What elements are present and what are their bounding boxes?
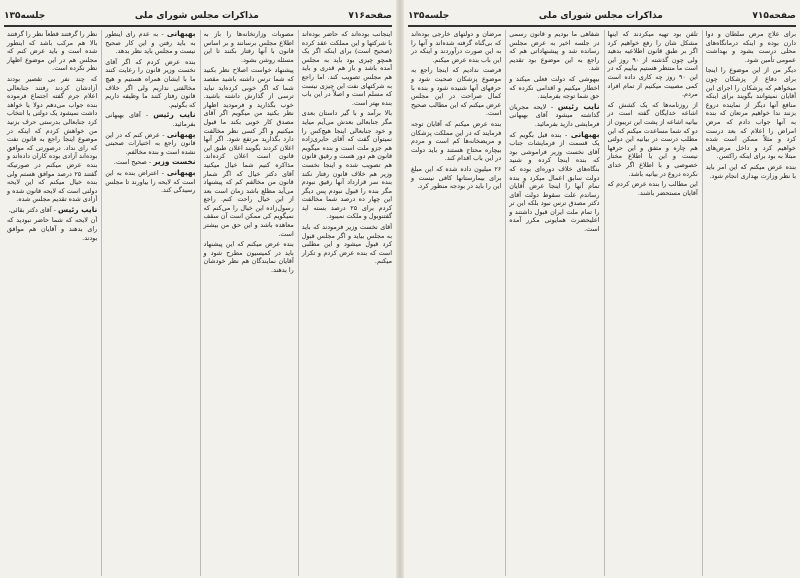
paragraph-text: - صحیح است. (113, 158, 152, 167)
paragraph-text: بنده عرض میکنم که این پیشنهاد باید در کمیسیون مطرح شود و آقایان نمایندگان هم نظر خودشان را بدهند. (203, 240, 294, 275)
paragraph (706, 66, 796, 161)
paragraph (509, 75, 599, 101)
session-number: جلسه۱۳۵ (4, 11, 46, 21)
paragraph (105, 169, 195, 195)
paragraph (105, 131, 195, 157)
paragraph (7, 216, 97, 242)
text-column (298, 30, 392, 576)
paragraph-text: بنده عرض میکنم که این امر باید با نظر وزارت بهداری انجام شود. (705, 162, 796, 180)
publication-title: مذاکرات مجلس شورای ملی (134, 11, 259, 21)
paragraph (204, 30, 294, 64)
header-rule (4, 25, 392, 27)
left-page (0, 0, 396, 578)
paragraph (608, 101, 698, 178)
paragraph-text: فرصت ندادیم که اینجا راجع به موضوع پزشکان صحبت شود و حرفهای آنها شنیده شود و بنده با کمال صراحت در این مجلس عرض میکنم که این مطالب صحیح است. (411, 66, 502, 118)
paragraph-text: شفاهی ما بودیم و قانون رسمی در جلسه اخیر به عرض مجلس رسانده شد و پیشنهاداتی هم که راجع به این موضوع بود تقدیم شد. (509, 30, 600, 73)
speaker-name: نایب رئیس (153, 110, 196, 120)
paragraph (302, 109, 392, 221)
paragraph-text: از روزنامه‌ها که یک کشش که اشاعه خدایگان گفته است در بیانیه اشاعه از پشت این تریبون از دو که شما مساعدت میکنم که این مطلب درست در بیانیه این دولتی هم چاره و متفق و این حرفها نیست و این با اطلاع مختار خصوصی و با اطلاع اگر خدای نکرده دروغ در بیانیه باشد. (607, 100, 698, 178)
paragraph-text: - به عدم رای اینطور به باید رفتن و این کار صحیح نیست و مجلس باید نظر بدهد. (105, 30, 196, 56)
paragraph-text: دیگر من از این موضوع را اینجا برای دفاع از پزشکان چون میخواهم که پزشکان را اجرای این آقایان نمیتوانند بگویند برای اینکه منافع آنها دیگر از نماینده دروغ بزنند ندا خواهیم مرتعان که بنده به آنها جواب دادم که مرض امراض را اعلام که بعد درست کرد و مثلاً ممکن است شده خواهیم کرد و داخل مرض‌های مبتلا به بود برای اینکه راکسن. (705, 66, 796, 161)
paragraph-text: - آقای بهبهانی بفرمائید. (105, 111, 196, 128)
text-column (4, 30, 97, 576)
paragraph-text: - لایحه مجریان گذاشته میشود آقای بهبهانی فرمایشی دارید بفرمائید. (509, 102, 600, 128)
text-column (604, 30, 698, 576)
speaker-name: بهبهانی (166, 30, 196, 38)
paragraph (204, 66, 294, 238)
publication-title: مذاکرات مجلس شورای ملی (538, 11, 663, 21)
paragraph (302, 30, 392, 107)
right-page (404, 0, 800, 578)
text-column (408, 30, 501, 576)
paragraph (105, 58, 195, 110)
paragraph (608, 30, 698, 99)
header-rule (408, 25, 796, 27)
paragraph-text: - بنده قبل بگویم که یک قسمت از فرمایشات جناب آقای نخست وزیر فراموشی بود که بنده اینجا کرده و شنید بنگاه‌های خلاف دوره‌ای بوده که دولت سابق اعمال میکرد و بنده تمام آنها را اینجا عرض آقایان رساندم علت سقوط دولت آقای دکتر مصدق ترس نبود بلکه این تر را تمام ملت ایران قبول داشتند و اعلیحضرت همایونی مکرر آمده است. (509, 130, 600, 234)
text-column (505, 30, 599, 576)
paragraph (509, 131, 599, 234)
page-number: صفحه۷۱۶ (348, 11, 392, 21)
text-column (200, 30, 294, 576)
paragraph-text: بالا برآمد و با گیر داستان بعدی مگر جنابعالی بعدش می‌آیم میاید و خود جنابعالی اینجا هیچ‌کس را نمیتوان گفت که آقای حایری‌زاده هم جزو ملت است و بنده میگویم قانون هم دور هست و رقیق قانون هم تصویب شده و اینجا نخست وزیر هم خلاف قانون رفتار نکند بنده سر قرارداد آنها رقیق نبودم مگر بنده را قبول نبودم پس دیگر این چهار ده درصد شما مخالفت کردم برای ۲۵ درصد بسته اید گفتنوبول و ملکت نمیبود. (301, 109, 392, 221)
paragraph (411, 30, 501, 64)
paragraph (411, 66, 501, 118)
paragraph (411, 165, 501, 191)
paragraph (302, 223, 392, 266)
paragraph-text: تلفن بود تهیه میکردند که اینها مشکل شان را رفع خواهیم کرد اگر بر طبق قانون اطلاعیه بدهید ولی چون گذشته از ۹۰ روز این است ما منتظر هستیم بیاییم که در این ۹۰ روز چه کاری داده است کمی مصیبت میکنیم از تمام افراد مردم. (607, 30, 698, 99)
paragraph (7, 75, 97, 204)
columns (408, 30, 796, 576)
paragraph (608, 180, 698, 197)
paragraph-text: که چند نفر بی تقصیر بودند آزادشان کردند رفتند جنابعالی اعلام جرم گفته اجتماع فرموده بنده جواب می‌دهم دولا یا خواهد داشت نمیشود یک دولتی یا انتخاب کرد جنابعالی بدرستی حرف بزنید من خواهش کردم که اینکه در موضوع اینجا راجع به قانون نفت که رای نداد. درصورتی که موافق بوده‌اند آزادی بوده کاران داده‌اند و بنده عرض میکنم در صورتیکه گفتند ۲۵ درصد موافق هستم ولی بنده خیال میکنم که این لایحه دولتی است که لایحه قانون شده و آزادی شده تقدیم مجلس شده. (7, 74, 98, 204)
speaker-name: نایب رئیس (58, 204, 98, 214)
speaker-name: نخست وزیر (153, 157, 196, 167)
paragraph-text: - اعتراض بنده به این است که لایحه را بیاورند تا مجلس رسیدگی کند. (105, 168, 196, 195)
paragraph-text: مصوبات وزارتخانه‌ها را باز به اطلاع مجلس برسانند و بر اساس قانون با آنها رفتار بکنند تا این مسئله روشن بشود. (203, 30, 294, 64)
session-number: جلسه۱۳۵ (408, 11, 450, 21)
paragraph-text: مرضان و دولتهای خارجی بوده‌اند که بی‌گناه گرفته شده‌اند و آنها را به این صورت درآوردند و اینکه در این باب بنده عرض میکنم. (411, 30, 502, 64)
page-header (4, 8, 392, 24)
text-column (101, 30, 195, 576)
speaker-name: بهبهانی (570, 129, 600, 139)
page-number: صفحه۷۱۵ (752, 11, 796, 21)
paragraph (706, 163, 796, 180)
paragraph-text: اینجانب بوده‌اند که حاضر بوده‌اند با شرکتها و این مملکت عقد کرده (صحیح است) برای اینکه اگر یک همچو چیزی بود باید به مجلس آمده باشد و باز هم قدری و باید هم مجلس تصویب کند. اما راجع به شرکتهای نفت این چیزی نیست که مسلم است و اصلاً در این باب بنده بهتر است. (301, 30, 392, 107)
paragraph-text: آقای نخست وزیر فرمودند که باید به مجلس بیاید و اگر مجلس قبول کرد قبول میشود و این مطلبی است که بنده عرض کردم و تکرار میکنم. (301, 223, 392, 266)
page-header (408, 8, 796, 24)
paragraph (509, 103, 599, 129)
paragraph (706, 30, 796, 64)
paragraph-text: بیهوشی که دولت فعلی میکند و اخطار میکنیم و اقدامی نکرده که حق شما توجه بفرمایند. (509, 74, 600, 101)
speaker-name: بهبهانی (166, 167, 196, 177)
paragraph-text: بنده عرض میکنم که آقایان توجه فرمایند که در این مملکت پزشکان و مریضخانه‌ها کم است و مردم بیچاره محتاج هستند و باید دولت در این باب اقدام کند. (411, 119, 502, 163)
paragraph-text: این مطالب را بنده عرض کردم که آقایان مستحضر باشند. (607, 180, 698, 197)
paragraph (105, 30, 195, 56)
paragraph-text: - عرض کنم که در این قانون راجع به اختیارات صحبتی نشده است و بنده مخالفم. (105, 130, 196, 156)
paragraph-text: ۲۶ میلیون داده شده که این مبلغ برای بیمارستانها کافی نیست و این را باید در بودجه منظور کرد. (411, 164, 502, 191)
paragraph-text: بنده عرض کردم که اگر آقای نخست وزیر قانون را رعایت کنند ما با ایشان همراه هستیم و هیچ مخالفتی نداریم ولی اگر خلاف قانون رفتار کنند ما وظیفه داریم که بگوئیم. (105, 57, 196, 109)
paragraph-text: برای علاج مرض سلطان و دوا دارن بوده و اینکه درمانگاه‌های محلی درست بشود و بهداشت عمومی تأمین شود. (705, 30, 796, 64)
text-column (702, 30, 796, 576)
paragraph (204, 240, 294, 274)
speaker-name: بهبهانی (166, 129, 196, 139)
paragraph-text: آن لایحه که شما حاضر نبودید که رای بدهند و آقایان هم موافق بودند. (7, 216, 98, 242)
paragraph-text: نظر را گرفتند قطعاً نظر را گرفتند بالا هم مرکب باشد که اینطور شده است و باید عرض کنم که مجلس هم در این موضوع اظهار نظر نکرده است. (7, 30, 98, 73)
paragraph (7, 30, 97, 73)
paragraph (105, 111, 195, 128)
paragraph (411, 120, 501, 163)
columns (4, 30, 392, 576)
paragraph (7, 206, 97, 215)
paragraph-text: پیشنهاد خواست اصلاح نظر بکنید که شما ترس داشته باشید مقصد شما که اگر خوبی کرده‌اید نباید ترسی از گذارش داشته باشید. خوب بگذارید و فرمودید اظهار نظر بکنید من میگویم اگر آقای مصدق کار خوبی بکند ما قبول میکنیم و اگر کسی نظر مخالفت دارد بگذارید مرتفع شود. اگر آنها اعلان کردند بگویند اعلان طبق این قانون است اعلان کرده‌اند. مذاکره کنیم شما خیال میکنید آقای دکتر خیال که اگر شمار قانون من مخالفم کم که پیشنهاد می‌آید مطلع باشد زمان است بعد از این خیال راحت کنم. راجع رسول‌زاده این خیال را می‌کنم که نمیگویم کی ممکن است آن سقف معاهده باشد و این حق من بیشتر است. (203, 66, 294, 238)
paragraph (105, 158, 195, 167)
speaker-name: نایب رئیس (557, 101, 600, 111)
paragraph (509, 30, 599, 73)
page-gutter (396, 0, 404, 578)
paragraph-text: - آقای دکتر بقائی. (8, 205, 56, 214)
